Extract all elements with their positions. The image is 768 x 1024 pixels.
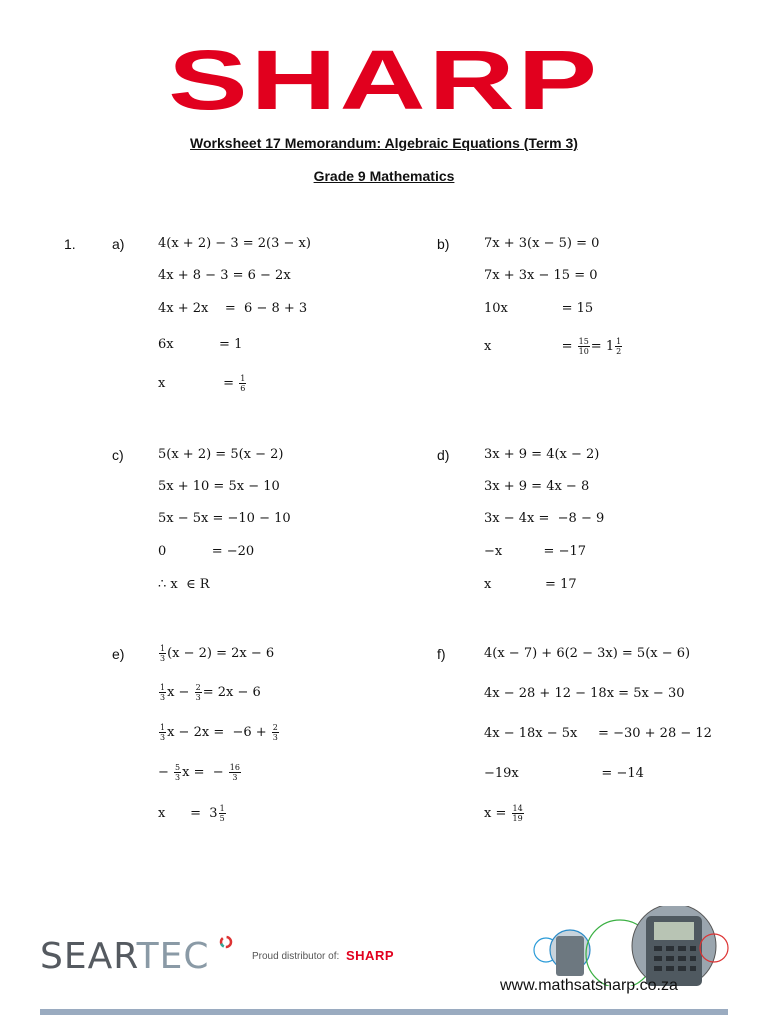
part-a-line-2: 4x + 8 − 3 = 6 − 2x xyxy=(158,268,291,283)
part-a-line-5: x = $\frac{1}{6}$ xyxy=(158,374,246,393)
distributor-label: Proud distributor of: xyxy=(252,951,340,962)
part-e-label: e) xyxy=(112,646,125,662)
part-c-line-1: 5(x + 2) = 5(x − 2) xyxy=(158,447,284,462)
part-e-line-4: − $\frac{5}{3}$ x = − $\frac{16}{3}$ xyxy=(158,763,240,782)
part-c-line-5: ∴ x ∈ R xyxy=(158,577,210,592)
worksheet-title: Worksheet 17 Memorandum: Algebraic Equations (Term 3) xyxy=(190,135,578,151)
part-f-line-4: −19x = −14 xyxy=(484,766,644,781)
part-e-line-2: $\frac{1}{3}$ x − $\frac{2}{3}$ = 2x − 6 xyxy=(160,683,261,702)
part-d-line-4: −x = −17 xyxy=(484,544,587,559)
fraction: $\frac{5}{3}$ xyxy=(175,763,181,782)
part-b-line-1: 7x + 3(x − 5) = 0 xyxy=(484,236,600,251)
part-b-line-3: 10x = 15 xyxy=(484,301,594,316)
part-b-line-2: 7x + 3x − 15 = 0 xyxy=(484,268,598,283)
part-e-line-3: $\frac{1}{3}$ x − 2x = −6 + $\frac{2}{3}$ xyxy=(160,723,278,742)
seartec-logo: SEARTEC xyxy=(40,936,210,977)
distributor-brand: SHARP xyxy=(346,948,395,963)
part-c-line-3: 5x − 5x = −10 − 10 xyxy=(158,511,291,526)
fraction: $\frac{1}{3}$ xyxy=(160,723,166,742)
part-e-line-5: x = 3 $\frac{1}{5}$ xyxy=(158,804,225,823)
fraction: $\frac{2}{3}$ xyxy=(272,723,278,742)
part-d-line-1: 3x + 9 = 4(x − 2) xyxy=(484,447,600,462)
part-f-line-1: 4(x − 7) + 6(2 − 3x) = 5(x − 6) xyxy=(484,646,691,661)
part-d-line-5: x = 17 xyxy=(484,577,577,592)
part-a-line-1: 4(x + 2) − 3 = 2(3 − x) xyxy=(158,236,311,251)
question-number: 1. xyxy=(64,236,76,252)
part-c-line-2: 5x + 10 = 5x − 10 xyxy=(158,479,280,494)
fraction: $\frac{16}{3}$ xyxy=(229,763,240,782)
part-c-label: c) xyxy=(112,447,124,463)
fraction: $\frac{14}{19}$ xyxy=(512,804,523,823)
fraction: $\frac{1}{3}$ xyxy=(160,683,166,702)
part-f-line-5: x = $\frac{14}{19}$ xyxy=(484,804,523,823)
part-f-line-3: 4x − 18x − 5x = −30 + 28 − 12 xyxy=(484,726,712,741)
part-e-line-1: $\frac{1}{3}$ (x − 2) = 2x − 6 xyxy=(160,644,275,663)
part-a-line-3: 4x + 2x = 6 − 8 + 3 xyxy=(158,301,308,316)
fraction: $\frac{15}{10}$ xyxy=(578,337,589,356)
footer-divider xyxy=(40,1009,728,1015)
part-f-label: f) xyxy=(437,646,446,662)
seartec-mark-icon xyxy=(218,934,234,950)
worksheet-subtitle: Grade 9 Mathematics xyxy=(313,168,455,184)
part-b-label: b) xyxy=(437,236,450,252)
part-d-line-3: 3x − 4x = −8 − 9 xyxy=(484,511,605,526)
fraction: $\frac{1}{2}$ xyxy=(616,337,622,356)
part-a-line-4: 6x = 1 xyxy=(158,337,243,352)
fraction: $\frac{1}{6}$ xyxy=(240,374,246,393)
part-d-label: d) xyxy=(437,447,450,463)
part-f-line-2: 4x − 28 + 12 − 18x = 5x − 30 xyxy=(484,686,685,701)
fraction: $\frac{1}{3}$ xyxy=(160,644,166,663)
part-c-line-4: 0 = −20 xyxy=(158,544,255,559)
part-b-line-4: x = $\frac{15}{10}$ = 1 $\frac{1}{2}$ xyxy=(484,337,622,356)
fraction: $\frac{1}{5}$ xyxy=(219,804,225,823)
part-a-label: a) xyxy=(112,236,125,252)
part-d-line-2: 3x + 9 = 4x − 8 xyxy=(484,479,590,494)
calculator-decoration-icon xyxy=(528,906,738,986)
website-url: www.mathsatsharp.co.za xyxy=(500,977,678,994)
fraction: $\frac{2}{3}$ xyxy=(195,683,201,702)
sharp-logo: SHARP xyxy=(168,33,600,127)
